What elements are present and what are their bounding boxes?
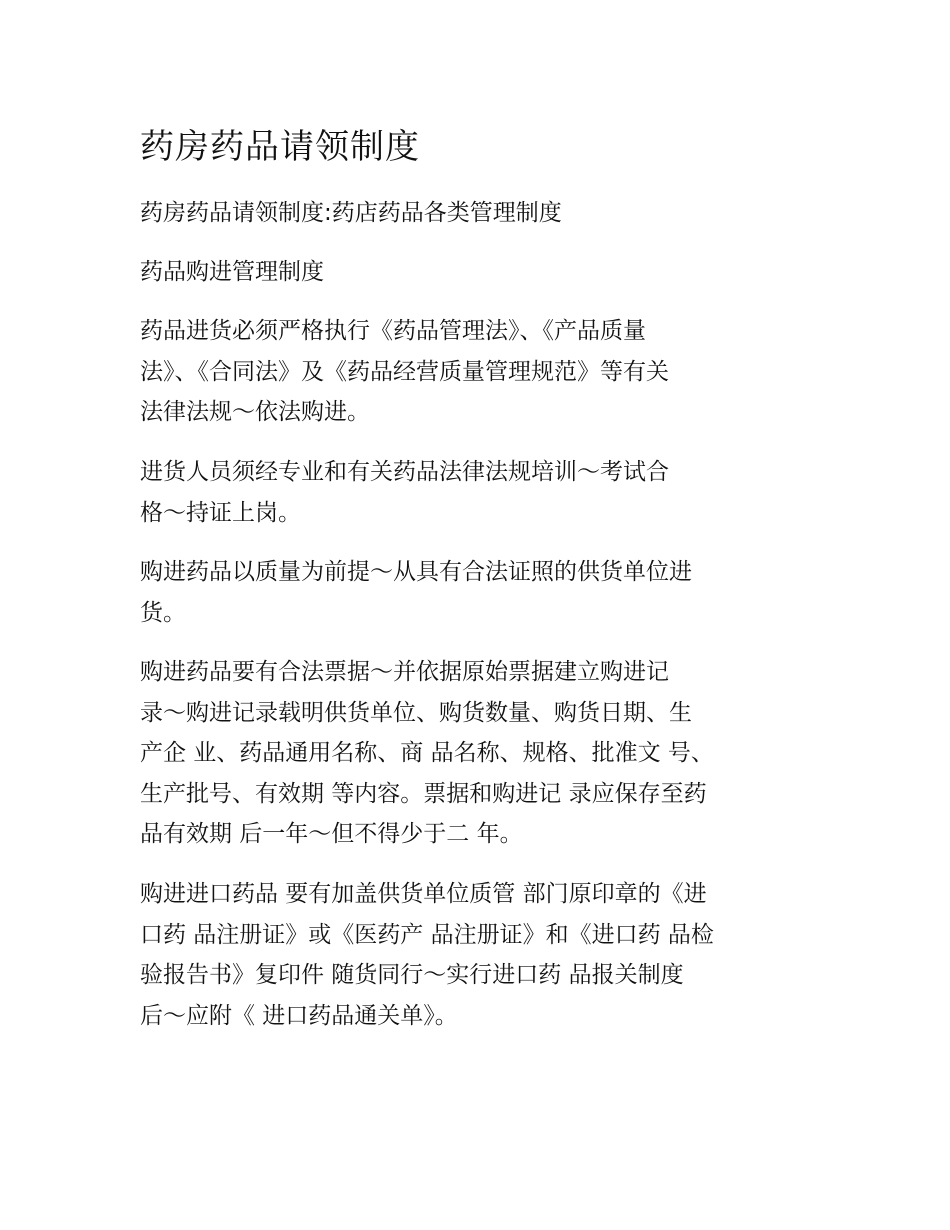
text-line: 录～购进记录载明供货单位、购货数量、购货日期、生 xyxy=(140,699,692,726)
paragraph-imported-drugs xyxy=(140,874,810,1036)
paragraph-subtitle xyxy=(140,193,810,234)
text-line: 药品购进管理制度 xyxy=(140,259,324,285)
text-line: 进货人员须经专业和有关药品法律法规培训～考试合 xyxy=(140,459,669,485)
paragraph-quality-premise xyxy=(140,552,810,633)
text-line: 口药 品注册证》或《医药产 品注册证》和《进口药 品检 xyxy=(140,921,714,948)
text-line: 法律法规～依法购进。 xyxy=(140,399,370,425)
paragraph-section-heading xyxy=(140,252,810,293)
text-line: 产企 业、药品通用名称、商 品名称、规格、批准文 号、 xyxy=(140,740,714,766)
text-line: 后～应附《 进口药品通关单》。 xyxy=(140,1002,458,1029)
text-line: 购进进口药品 要有加盖供货单位质管 部门原印章的《进 xyxy=(140,881,707,907)
text-line: 品有效期 后一年～但不得少于二 年。 xyxy=(140,821,523,847)
paragraph-staff-training xyxy=(140,452,810,533)
paragraph-purchase-records xyxy=(140,652,810,855)
text-line: 购进药品以质量为前提～从具有合法证照的供货单位进 xyxy=(140,559,692,585)
document-title: 药房药品请领制度 xyxy=(140,127,420,167)
text-line: 购进药品要有合法票据～并依据原始票据建立购进记 xyxy=(140,659,669,685)
text-line: 验报告书》复印件 随货同行～实行进口药 品报关制度 xyxy=(140,962,684,988)
text-line: 生产批号、有效期 等内容。票据和购进记 录应保存至药 xyxy=(140,780,707,807)
text-line: 货。 xyxy=(140,599,186,626)
text-line: 药品进货必须严格执行《药品管理法》、《产品质量 xyxy=(140,318,646,344)
text-line: 药房药品请领制度:药店药品各类管理制度 xyxy=(140,200,562,226)
paragraph-purchase-law xyxy=(140,311,810,433)
text-line: 格～持证上岗。 xyxy=(140,499,301,526)
text-line: 法》、《合同法》及《药品经营质量管理规范》等有关 xyxy=(140,358,669,385)
